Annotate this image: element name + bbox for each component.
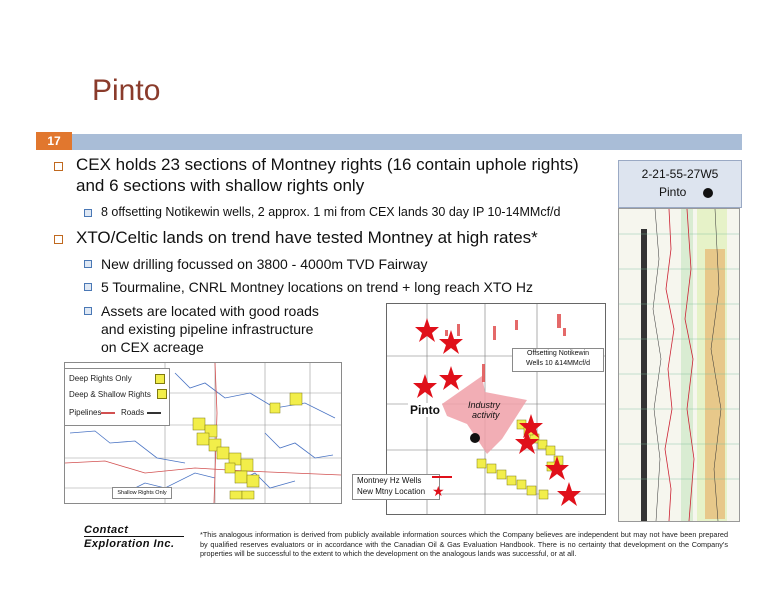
bullet-icon <box>54 162 63 171</box>
notikewin-callout <box>512 348 604 372</box>
sub-bullet-icon <box>84 260 92 268</box>
log-location: 2-21-55-27W5 <box>641 167 719 181</box>
disclaimer-text: *This analogous information is derived from publicly available information sources which the Company believes are independent but may not have been prepared by qualified reserves evaluators or in accordance with the Canadian Oil & Gas Evaluation Handbook. There is no certainty that development on the Company's properties will be successful to the extent to which the development on the analogous lands was successful, or at all. <box>200 530 728 558</box>
industry-activity-label-1: Industry <box>468 400 501 410</box>
sub-bullet-icon <box>84 283 92 291</box>
sub-bullet-icon <box>84 209 92 217</box>
sub-bullet-2-3: Assets are located with good roads <box>101 303 319 319</box>
sub-bullet-2-5: on CEX acreage <box>101 339 204 355</box>
bullet-icon <box>54 235 63 244</box>
well-dot-icon <box>703 188 713 198</box>
industry-activity-label-2: activity <box>472 410 500 420</box>
pinto-map-label: Pinto <box>410 403 440 417</box>
legend-deep-swatch <box>155 374 165 384</box>
legend-new-location: New Mtny Location <box>357 487 426 496</box>
legend-pipelines-line <box>101 412 115 414</box>
log-well-name: Pinto <box>659 185 687 199</box>
sub-bullet-1-1: 8 offsetting Notikewin wells, 2 approx. 1 mi from CEX lands 30 day IP 10-14MMcf/d <box>101 205 561 219</box>
shallow-rights-label: Shallow Rights Only <box>112 487 172 499</box>
legend-star-icon: ★ <box>432 483 445 499</box>
callout-line-2: Wells 10 &14MMcf/d <box>525 360 591 367</box>
bullet-1-line-1: CEX holds 23 sections of Montney rights (16 contain uphole rights) <box>76 155 579 174</box>
center-map-legend <box>352 474 440 500</box>
legend-roads-line <box>147 412 161 414</box>
legend-pipelines-label: Pipelines <box>69 408 102 417</box>
legend-roads-label: Roads <box>121 408 145 417</box>
company-logo-line-2: Exploration Inc. <box>84 538 175 550</box>
well-log-graphic <box>619 209 739 521</box>
legend-deep-label: Deep Rights Only <box>69 374 132 383</box>
legend-deep-shallow-label: Deep & Shallow Rights <box>69 390 151 399</box>
legend-hz-wells-line <box>432 476 452 478</box>
page-title: Pinto <box>92 74 161 107</box>
sub-bullet-icon <box>84 307 92 315</box>
bullet-2-line-1: XTO/Celtic lands on trend have tested Montney at high rates* <box>76 228 538 247</box>
page-number: 17 <box>36 132 72 150</box>
company-logo-line-1: Contact <box>84 524 129 536</box>
well-log <box>618 208 740 522</box>
header-bar <box>72 134 742 150</box>
log-header <box>618 160 742 208</box>
logo-rule <box>84 536 184 537</box>
sub-bullet-2-2: 5 Tourmaline, CNRL Montney locations on trend + long reach XTO Hz <box>101 279 534 295</box>
rights-map-legend <box>64 368 170 426</box>
bullet-1-line-2: and 6 sections with shallow rights only <box>76 176 365 195</box>
sub-bullet-2-1: New drilling focussed on 3800 - 4000m TVD Fairway <box>101 256 428 272</box>
legend-hz-wells: Montney Hz Wells <box>357 476 422 485</box>
callout-line-1: Offsetting Notikewin <box>526 350 590 357</box>
legend-deep-shallow-swatch <box>157 389 167 399</box>
sub-bullet-2-4: and existing pipeline infrastructure <box>101 321 314 337</box>
